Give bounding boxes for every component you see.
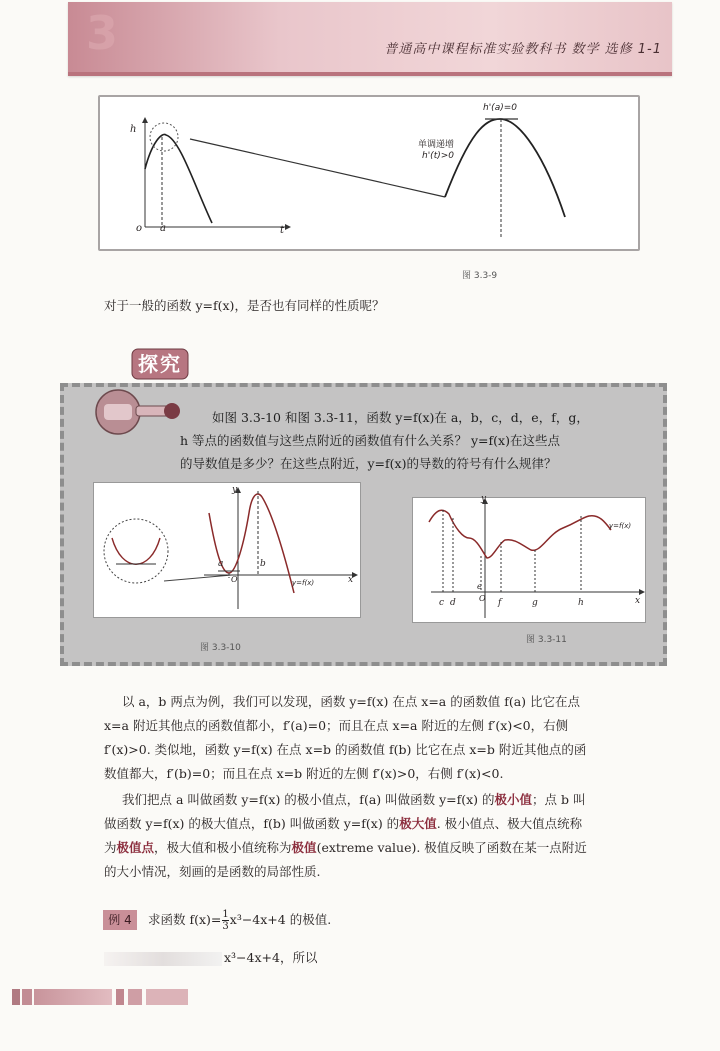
paragraph2-line-1: 我们把点 a 叫做函数 y=f(x) 的极小值点，f(a) 叫做函数 y=f(x) 的极小值；点 b 叫	[122, 792, 586, 807]
fig10-point-a: a	[218, 559, 224, 569]
paragraph1-line-3: f′(x)>0. 类似地，函数 y=f(x) 在点 x=b 的函数值 f(b) 比它在点 x=b 附近其他点的函	[104, 742, 587, 757]
paragraph2-line-3: 为极值点，极大值和极小值统称为极值(extreme value). 极值反映了函数在某一点附近	[104, 840, 587, 855]
fig11-point-e: e	[477, 582, 482, 591]
figure-3-3-9	[98, 95, 640, 251]
fig10-origin: O	[231, 575, 238, 584]
fig11-curve-label: y=f(x)	[609, 522, 632, 530]
question-line: 对于一般的函数 y=f(x)，是否也有同样的性质呢？	[104, 298, 385, 313]
paragraph2-line-2: 做函数 y=f(x) 的极大值点，f(b) 叫做函数 y=f(x) 的极大值. 极小值点、极大值点统称	[104, 816, 583, 831]
deriv-positive-label: h'(t)>0	[422, 151, 454, 161]
figure-3-3-11-graph	[413, 498, 645, 622]
axis-h-label: h	[130, 124, 137, 135]
deriv-zero-label: h'(a)=0	[483, 103, 517, 113]
fig11-point-g: g	[532, 598, 538, 608]
keyword-extreme-point: 极值点	[116, 840, 155, 855]
paragraph1-line-2: x=a 附近其他点的函数值都小，f′(a)=0；而且在点 x=a 附近的左侧 f′(x)<0，右侧	[104, 718, 569, 733]
origin-label: o	[136, 223, 143, 234]
paragraph1-line-1: 以 a，b 两点为例，我们可以发现，函数 y=f(x) 在点 x=a 的函数值 f(a) 比它在点	[122, 694, 581, 709]
figure-3-3-9-caption: 图 3.3-9	[462, 271, 498, 281]
fig10-curve-label: y=f(x)	[292, 579, 315, 587]
figure-3-3-10-caption: 图 3.3-10	[200, 643, 241, 653]
fig11-axis-x: x	[635, 596, 641, 606]
explore-line-1: 如图 3.3-10 和图 3.3-11，函数 y=f(x)在 a，b，c，d，e，f，g，	[212, 410, 589, 425]
figure-3-3-9-graph	[100, 97, 638, 249]
explore-line-2: h 等点的函数值与这些点附近的函数值有什么关系？ y=f(x)在这些点	[180, 433, 560, 448]
fig10-point-b: b	[260, 559, 266, 569]
paragraph1-line-4: 数值都大，f′(b)=0；而且在点 x=b 附近的左侧 f′(x)>0，右侧 f′(x)<0.	[104, 766, 504, 781]
keyword-local-max: 极大值	[399, 816, 437, 831]
example-solution-partial: x³−4x+4，所以	[224, 950, 318, 965]
fig11-point-d: d	[450, 598, 456, 608]
figure-3-3-11	[412, 494, 646, 623]
fig10-axis-x: x	[348, 575, 354, 585]
figure-3-3-10-graph	[94, 483, 360, 617]
explore-line-3: 的导数值是多少？在这些点附近，y=f(x)的导数的符号有什么规律？	[180, 456, 557, 471]
keyword-extreme-value: 极值	[291, 840, 317, 855]
paragraph2-line-4: 的大小情况，刻画的是函数的局部性质.	[104, 864, 321, 879]
explore-badge-label: 探究	[138, 352, 182, 376]
fig11-axis-y: y	[481, 494, 487, 504]
chapter-number: 3	[86, 6, 119, 60]
increasing-label: 单调递增	[418, 140, 455, 150]
key-lock-icon	[84, 382, 184, 446]
figure-3-3-10	[93, 482, 361, 618]
fig11-point-h: h	[578, 598, 584, 608]
smudged-text	[104, 952, 222, 966]
fig10-axis-y: y	[232, 485, 238, 495]
point-a-label: a	[160, 223, 166, 234]
fig11-point-c: c	[439, 598, 445, 608]
book-title: 普通高中课程标准实验教科书 数学 选修 1-1	[384, 42, 662, 57]
fraction: $\frac{1}{3}$	[222, 909, 229, 932]
example-problem: 求函数 f(x)= $\frac{1}{3}$ x³−4x+4 的极值.	[148, 909, 332, 932]
example-tag: 例 4	[103, 910, 137, 930]
keyword-local-min: 极小值	[494, 792, 533, 807]
fig11-point-f: f	[498, 598, 502, 608]
figure-3-3-11-caption: 图 3.3-11	[526, 635, 567, 645]
axis-t-label: t	[280, 225, 285, 236]
fig11-origin: O	[479, 594, 486, 603]
